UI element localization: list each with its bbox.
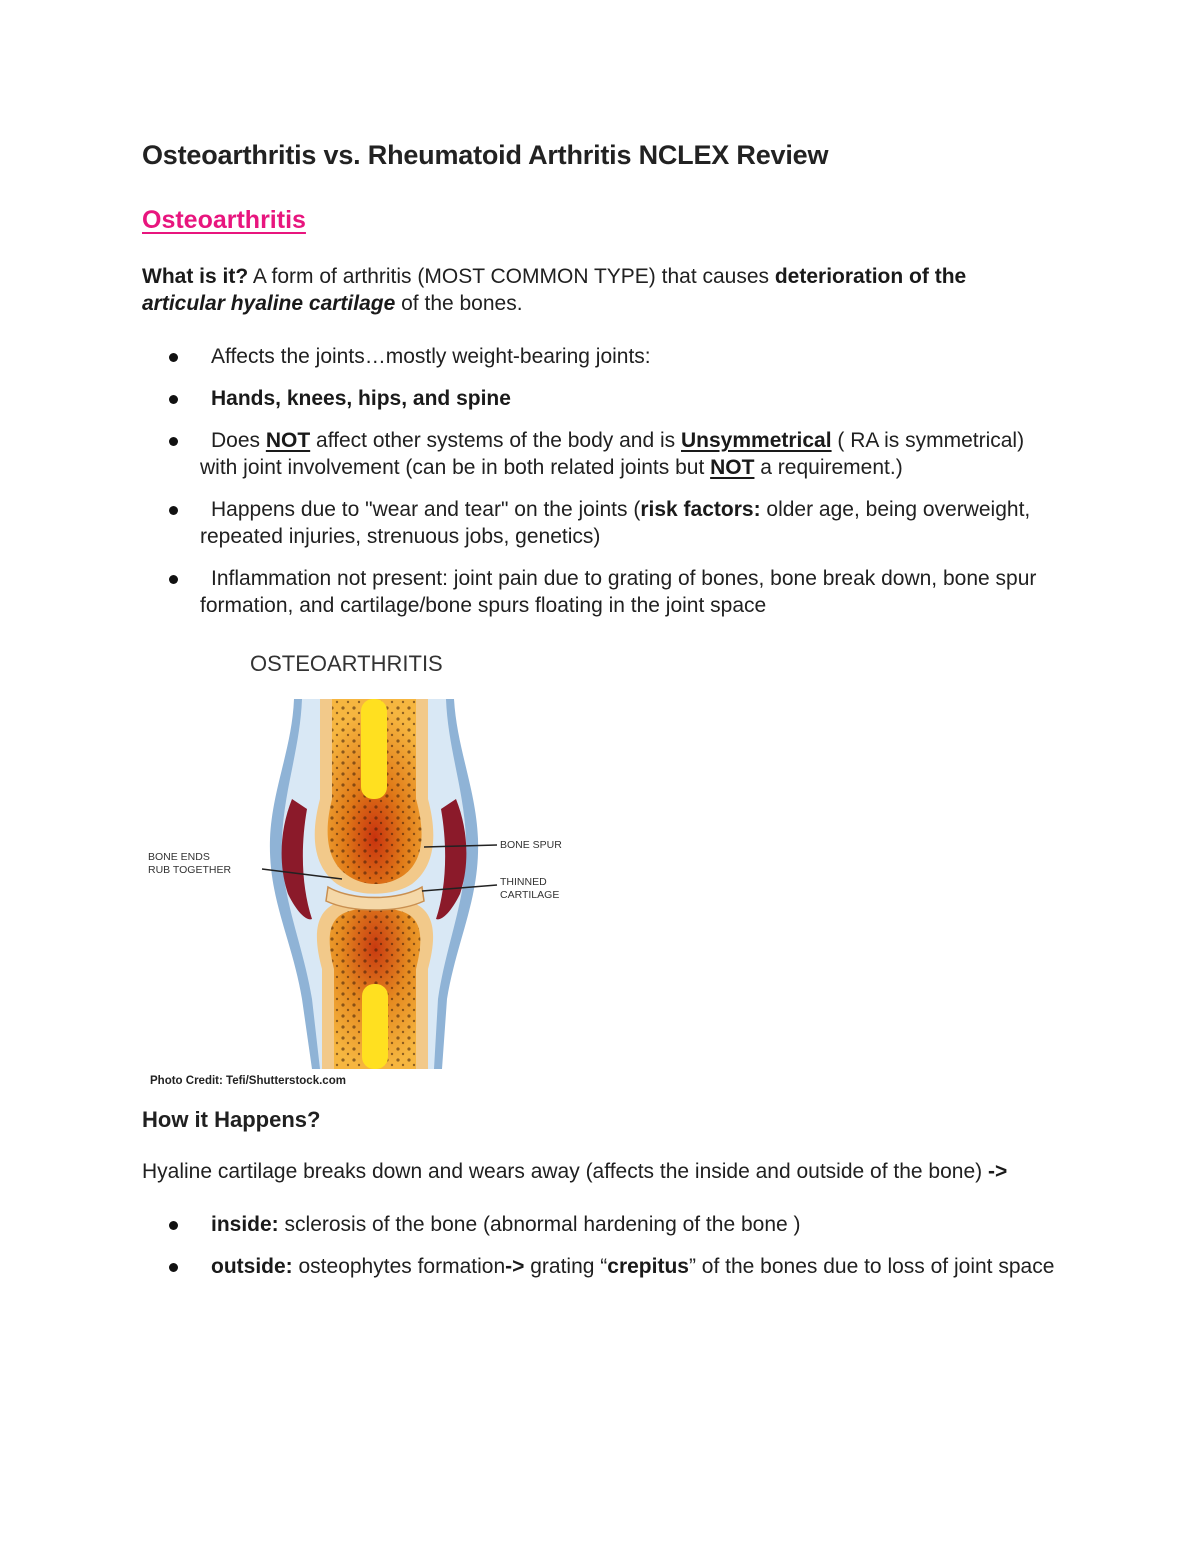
how-heading: How it Happens? <box>142 1107 321 1132</box>
lower-marrow <box>362 984 388 1069</box>
intro-label: What is it? <box>142 265 249 288</box>
bullet-icon <box>169 1263 178 1272</box>
intro-paragraph <box>142 263 1042 317</box>
photo-credit: Photo Credit: Tefi/Shutterstock.com <box>150 1075 346 1087</box>
page-title: Osteoarthritis vs. Rheumatoid Arthritis NCLEX Review <box>142 140 829 170</box>
figure-title: OSTEOARTHRITIS <box>250 651 443 676</box>
intro-text-end: of the bones. <box>395 292 523 315</box>
label-bone-ends: BONE ENDS <box>148 851 210 863</box>
label-rub-together: RUB TOGETHER <box>148 864 232 876</box>
bullet-icon <box>169 437 178 446</box>
osteoarthritis-diagram <box>142 639 602 1087</box>
intro-bold: deterioration of the <box>774 265 967 288</box>
joint-illustration <box>142 639 602 1087</box>
intro-text: A form of arthritis (MOST COMMON TYPE) that causes <box>248 265 775 288</box>
label-thinned: THINNED <box>500 876 547 888</box>
label-bone-spur: BONE SPUR <box>500 839 562 851</box>
list-item: Affects the joints…mostly weight-bearing joints: <box>142 343 1060 370</box>
bullet-icon <box>169 1221 178 1230</box>
bullet-icon <box>169 353 178 362</box>
section-heading-osteoarthritis: Osteoarthritis <box>142 206 306 234</box>
how-paragraph: Hyaline cartilage breaks down and wears away (affects the inside and outside of the bone) -> <box>142 1160 1008 1183</box>
list-item: Inflammation not present: joint pain due to grating of bones, bone break down, bone spur formation, and cartilage/bone spurs floating in the joint space <box>142 565 1060 619</box>
effects-list <box>142 1211 1062 1280</box>
label-cartilage: CARTILAGE <box>500 889 560 901</box>
upper-marrow <box>361 699 387 799</box>
intro-bold-italic: articular hyaline cartilage <box>142 292 396 315</box>
list-item: Does NOT affect other systems of the body and is Unsymmetrical ( RA is symmetrical) with joint involvement (can be in both related joints but NOT a requirement.) <box>142 427 1060 481</box>
list-item: Happens due to "wear and tear" on the joints (risk factors: older age, being overweight, repeated injuries, strenuous jobs, genetics) <box>142 496 1060 550</box>
bullet-icon <box>169 395 178 404</box>
list-item: outside: osteophytes formation-> grating “crepitus” of the bones due to loss of joint space <box>142 1253 1060 1280</box>
list-item: inside: sclerosis of the bone (abnormal hardening of the bone ) <box>142 1211 1060 1238</box>
bullet-icon <box>169 506 178 515</box>
document-page <box>142 140 1062 1295</box>
list-item: Hands, knees, hips, and spine <box>142 385 1060 412</box>
bullet-icon <box>169 575 178 584</box>
features-list <box>142 343 1062 619</box>
